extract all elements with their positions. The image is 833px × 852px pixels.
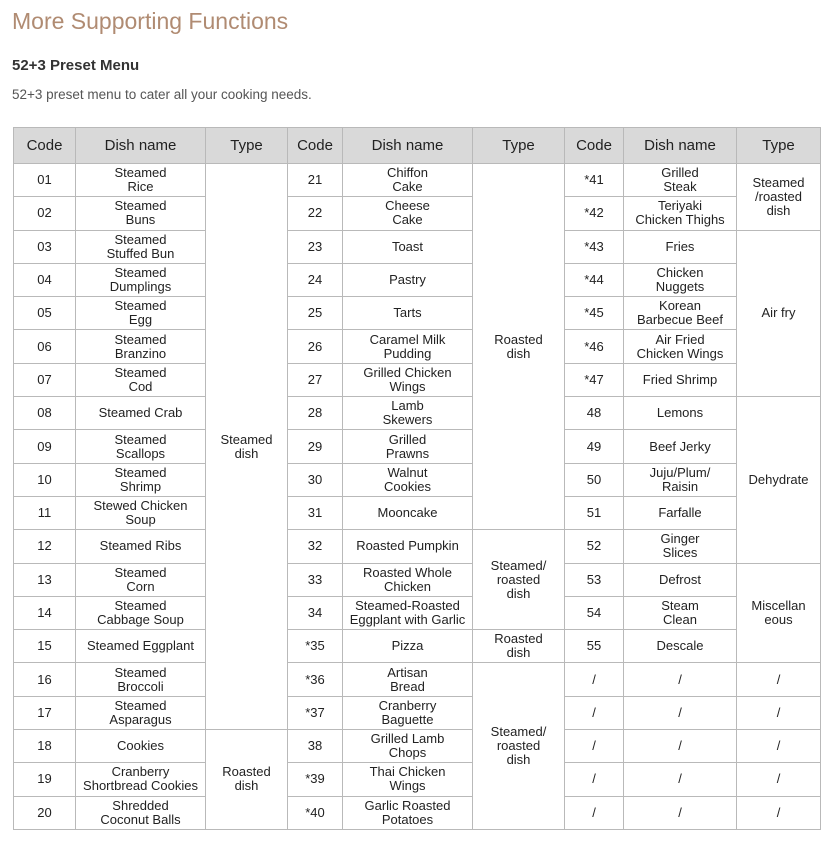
table-row <box>14 730 821 763</box>
cell-text-line: Chicken <box>656 265 704 281</box>
cell-text-line: Cheese <box>385 198 430 214</box>
cell-text-line: Juju/Plum/ <box>649 464 711 480</box>
cell-text-line: Lemons <box>656 405 704 421</box>
type-cell <box>473 530 565 630</box>
code-cell: 33 <box>288 563 343 596</box>
cell-text-line: / <box>678 738 682 754</box>
page-title: More Supporting Functions <box>12 8 289 34</box>
table-row <box>14 230 821 263</box>
cell-text-line: Air fry <box>761 305 796 321</box>
dish-name-cell <box>76 496 206 529</box>
cell-text-line: / <box>678 671 682 687</box>
cell-text-line: Fried Shrimp <box>642 371 718 387</box>
dish-name-cell <box>624 730 737 763</box>
cell-text-line: Steamed <box>114 231 167 247</box>
dish-name-cell <box>76 230 206 263</box>
cell-text-line: Cookies <box>117 738 164 754</box>
cell-text-line: Shortbread Cookies <box>83 778 198 794</box>
dish-name-cell <box>624 363 737 396</box>
cell-text-line: Stewed Chicken <box>93 498 188 514</box>
cell-text-line: Buns <box>125 212 156 228</box>
code-cell: 34 <box>288 596 343 629</box>
cell-text-line: Wings <box>389 378 426 394</box>
table-row <box>14 496 821 529</box>
cell-text-line: Rice <box>127 179 154 195</box>
dish-name-cell <box>76 630 206 663</box>
section-subtitle: 52+3 Preset Menu <box>12 57 140 74</box>
dish-name-cell <box>343 297 473 330</box>
cell-text-line: Steamed <box>114 598 167 613</box>
column-header: Type <box>473 128 565 164</box>
dish-name-cell <box>624 563 737 596</box>
cell-text-line: Steamed Ribs <box>99 538 182 554</box>
cell-text-line: Grilled Lamb <box>370 731 445 747</box>
cell-text-line: / <box>776 804 781 820</box>
column-header: Dish name <box>76 128 206 164</box>
cell-text-line: Branzino <box>114 345 167 361</box>
cell-text-line: Steamed <box>114 364 167 380</box>
table-row <box>14 530 821 563</box>
column-header: Code <box>14 128 76 164</box>
cell-text-line: dish <box>234 445 259 461</box>
type-cell <box>737 663 821 696</box>
table-row <box>14 330 821 363</box>
cell-text-line: dish <box>506 752 531 768</box>
cell-text-line: Eggplant with Garlic <box>349 612 466 627</box>
code-cell: 17 <box>14 696 76 729</box>
cell-text-line: Steamed <box>752 174 805 190</box>
code-cell: 51 <box>565 496 624 529</box>
code-cell: *44 <box>565 263 624 296</box>
type-cell <box>737 563 821 663</box>
cell-text-line: / <box>678 804 682 820</box>
code-cell: 06 <box>14 330 76 363</box>
cell-text-line: Nuggets <box>655 279 705 295</box>
cell-text-line: dish <box>506 585 531 601</box>
table-row <box>14 563 821 596</box>
cell-text-line: Thai Chicken <box>369 764 446 780</box>
cell-text-line: / <box>776 738 781 754</box>
cell-text-line: Steamed/ <box>490 724 547 740</box>
code-cell: 54 <box>565 596 624 629</box>
cell-text-line: / <box>776 771 781 787</box>
cell-text-line: Steamed <box>114 165 167 181</box>
cell-text-line: /roasted <box>755 188 802 204</box>
dish-name-cell <box>624 297 737 330</box>
code-cell: / <box>565 763 624 796</box>
cell-text-line: Shrimp <box>119 478 162 494</box>
code-cell: *36 <box>288 663 343 696</box>
code-cell: 29 <box>288 430 343 463</box>
cell-text-line: Slices <box>662 545 698 561</box>
dish-name-cell <box>624 630 737 663</box>
dish-name-cell <box>343 763 473 796</box>
code-cell: / <box>565 730 624 763</box>
code-cell: *41 <box>565 164 624 197</box>
cell-text-line: Cranberry <box>111 764 170 780</box>
cell-text-line: Chicken Wings <box>636 345 724 361</box>
code-cell: 25 <box>288 297 343 330</box>
cell-text-line: Roasted <box>222 764 271 780</box>
type-cell <box>737 763 821 796</box>
cell-text-line: dish <box>506 645 531 661</box>
cell-text-line: dish <box>766 202 791 218</box>
cell-text-line: Raisin <box>661 478 699 494</box>
cell-text-line: Potatoes <box>381 811 434 827</box>
cell-text-line: Stuffed Bun <box>106 245 175 261</box>
dish-name-cell <box>76 463 206 496</box>
dish-name-cell <box>624 397 737 430</box>
code-cell: 13 <box>14 563 76 596</box>
dish-name-cell <box>76 796 206 829</box>
cell-text-line: Steamed Eggplant <box>87 638 194 654</box>
cell-text-line: Chicken <box>384 578 431 594</box>
table-row <box>14 363 821 396</box>
cell-text-line: Steamed <box>114 331 167 347</box>
cell-text-line: Prawns <box>385 445 430 461</box>
type-cell <box>737 230 821 396</box>
dish-name-cell <box>343 397 473 430</box>
code-cell: *39 <box>288 763 343 796</box>
code-cell: 04 <box>14 263 76 296</box>
table-row <box>14 763 821 796</box>
dish-name-cell <box>76 363 206 396</box>
code-cell: *35 <box>288 630 343 663</box>
cell-text-line: Chiffon <box>387 165 428 181</box>
code-cell: *37 <box>288 696 343 729</box>
dish-name-cell <box>624 430 737 463</box>
table-row <box>14 463 821 496</box>
table-row <box>14 297 821 330</box>
cell-text-line: Steamed Crab <box>98 405 183 421</box>
dish-name-cell <box>76 297 206 330</box>
code-cell: / <box>565 796 624 829</box>
cell-text-line: Dehydrate <box>748 471 809 487</box>
code-cell: *46 <box>565 330 624 363</box>
cell-text-line: Steamed <box>114 431 167 447</box>
cell-text-line: Baguette <box>381 711 434 727</box>
table-row <box>14 630 821 663</box>
code-cell: 03 <box>14 230 76 263</box>
type-cell <box>473 164 565 530</box>
section-description: 52+3 preset menu to cater all your cooking needs. <box>12 87 312 102</box>
dish-name-cell <box>343 563 473 596</box>
dish-name-cell <box>624 330 737 363</box>
code-cell: *43 <box>565 230 624 263</box>
column-header: Dish name <box>624 128 737 164</box>
cell-text-line: Asparagus <box>109 711 172 727</box>
cell-text-line: / <box>678 704 682 720</box>
code-cell: 32 <box>288 530 343 563</box>
cell-text-line: dish <box>506 345 531 361</box>
cell-text-line: Steak <box>663 179 697 195</box>
table-row <box>14 397 821 430</box>
cell-text-line: roasted <box>496 738 541 754</box>
dish-name-cell <box>624 197 737 230</box>
cell-text-line: Pudding <box>383 345 432 361</box>
cell-text-line: Steamed <box>114 564 167 580</box>
type-cell <box>473 663 565 829</box>
cell-text-line: Scallops <box>115 445 166 461</box>
cell-text-line: / <box>776 704 781 720</box>
code-cell: *47 <box>565 363 624 396</box>
cell-text-line: / <box>678 771 682 787</box>
type-cell <box>737 696 821 729</box>
cell-text-line: Cranberry <box>378 697 437 713</box>
dish-name-cell <box>343 164 473 197</box>
dish-name-cell <box>343 596 473 629</box>
cell-text-line: Steamed <box>114 198 167 214</box>
code-cell: 30 <box>288 463 343 496</box>
dish-name-cell <box>624 596 737 629</box>
cell-text-line: Shredded <box>112 797 169 813</box>
dish-name-cell <box>624 496 737 529</box>
cell-text-line: Grilled Chicken <box>363 364 452 380</box>
code-cell: *40 <box>288 796 343 829</box>
dish-name-cell <box>343 696 473 729</box>
cell-text-line: Steamed <box>114 697 167 713</box>
code-cell: 27 <box>288 363 343 396</box>
cell-text-line: Coconut Balls <box>100 811 181 827</box>
table-body <box>14 164 821 830</box>
dish-name-cell <box>624 796 737 829</box>
code-cell: 52 <box>565 530 624 563</box>
cell-text-line: Farfalle <box>658 505 702 521</box>
type-cell <box>206 164 288 730</box>
dish-name-cell <box>624 663 737 696</box>
cell-text-line: Lamb <box>391 398 424 414</box>
dish-name-cell <box>76 430 206 463</box>
cell-text-line: Grilled <box>388 431 427 447</box>
cell-text-line: / <box>776 671 781 687</box>
code-cell: 11 <box>14 496 76 529</box>
dish-name-cell <box>343 496 473 529</box>
dish-name-cell <box>343 630 473 663</box>
cell-text-line: Ginger <box>660 531 700 547</box>
cell-text-line: Wings <box>389 778 426 794</box>
code-cell: 07 <box>14 363 76 396</box>
code-cell: 19 <box>14 763 76 796</box>
cell-text-line: Grilled <box>661 165 699 181</box>
cell-text-line: Dumplings <box>109 279 172 295</box>
code-cell: 16 <box>14 663 76 696</box>
code-cell: 20 <box>14 796 76 829</box>
dish-name-cell <box>343 230 473 263</box>
cell-text-line: Air Fried <box>655 331 705 347</box>
dish-name-cell <box>76 263 206 296</box>
code-cell: 21 <box>288 164 343 197</box>
dish-name-cell <box>76 530 206 563</box>
cell-text-line: Miscellan <box>751 598 806 613</box>
cell-text-line: Corn <box>126 578 155 594</box>
preset-menu-table <box>13 127 821 830</box>
dish-name-cell <box>624 263 737 296</box>
code-cell: 26 <box>288 330 343 363</box>
column-header: Type <box>206 128 288 164</box>
code-cell: 14 <box>14 596 76 629</box>
table-row <box>14 796 821 829</box>
dish-name-cell <box>76 563 206 596</box>
dish-name-cell <box>624 763 737 796</box>
cell-text-line: Roasted <box>494 631 543 647</box>
cell-text-line: Artisan <box>387 664 428 680</box>
cell-text-line: Descale <box>656 638 704 654</box>
dish-name-cell <box>624 230 737 263</box>
cell-text-line: Pizza <box>391 638 424 654</box>
cell-text-line: Steamed/ <box>490 557 547 573</box>
cell-text-line: Cabbage Soup <box>97 612 184 627</box>
cell-text-line: Steamed-Roasted <box>355 598 460 613</box>
code-cell: 08 <box>14 397 76 430</box>
dish-name-cell <box>76 197 206 230</box>
code-cell: 48 <box>565 397 624 430</box>
cell-text-line: Roasted Whole <box>363 564 452 580</box>
dish-name-cell <box>343 730 473 763</box>
cell-text-line: Roasted <box>494 331 543 347</box>
cell-text-line: Soup <box>125 512 156 528</box>
code-cell: 02 <box>14 197 76 230</box>
cell-text-line: Steamed <box>114 265 167 281</box>
code-cell: 10 <box>14 463 76 496</box>
dish-name-cell <box>624 530 737 563</box>
dish-name-cell <box>343 530 473 563</box>
code-cell: 22 <box>288 197 343 230</box>
dish-name-cell <box>76 663 206 696</box>
code-cell: 12 <box>14 530 76 563</box>
cell-text-line: roasted <box>496 571 541 587</box>
code-cell: 09 <box>14 430 76 463</box>
cell-text-line: Beef Jerky <box>649 438 711 454</box>
dish-name-cell <box>76 397 206 430</box>
cell-text-line: Chicken Thighs <box>635 212 725 228</box>
code-cell: 49 <box>565 430 624 463</box>
table-row <box>14 696 821 729</box>
cell-text-line: Bread <box>390 678 425 694</box>
cell-text-line: Walnut <box>387 464 428 480</box>
column-header: Dish name <box>343 128 473 164</box>
dish-name-cell <box>76 730 206 763</box>
dish-name-cell <box>76 164 206 197</box>
cell-text-line: Skewers <box>382 412 433 428</box>
cell-text-line: Cake <box>392 212 423 228</box>
table-row <box>14 164 821 197</box>
dish-name-cell <box>343 330 473 363</box>
dish-name-cell <box>76 596 206 629</box>
cell-text-line: Egg <box>128 312 153 328</box>
cell-text-line: Steamed <box>220 431 273 447</box>
cell-text-line: Pastry <box>389 272 426 288</box>
table-row <box>14 263 821 296</box>
column-header: Code <box>288 128 343 164</box>
type-cell <box>737 397 821 563</box>
cell-text-line: Roasted Pumpkin <box>356 538 459 554</box>
dish-name-cell <box>624 164 737 197</box>
column-header: Code <box>565 128 624 164</box>
type-cell <box>737 730 821 763</box>
code-cell: 15 <box>14 630 76 663</box>
cell-text-line: Steamed <box>114 664 167 680</box>
cell-text-line: Barbecue Beef <box>636 312 723 328</box>
cell-text-line: dish <box>234 778 259 794</box>
cell-text-line: Caramel Milk <box>369 331 446 347</box>
dish-name-cell <box>343 197 473 230</box>
code-cell: 31 <box>288 496 343 529</box>
cell-text-line: Steamed <box>114 298 167 314</box>
cell-text-line: Toast <box>391 238 424 254</box>
code-cell: 55 <box>565 630 624 663</box>
code-cell: 01 <box>14 164 76 197</box>
cell-text-line: Tarts <box>393 305 422 321</box>
cell-text-line: Teriyaki <box>657 198 703 214</box>
table-row <box>14 596 821 629</box>
code-cell: *45 <box>565 297 624 330</box>
cell-text-line: Chops <box>388 745 427 761</box>
cell-text-line: Steamed <box>114 464 167 480</box>
type-cell <box>473 630 565 663</box>
dish-name-cell <box>343 430 473 463</box>
cell-text-line: Cookies <box>384 478 431 494</box>
table-row <box>14 197 821 230</box>
dish-name-cell <box>343 263 473 296</box>
code-cell: 18 <box>14 730 76 763</box>
cell-text-line: Fries <box>665 238 695 254</box>
column-header: Type <box>737 128 821 164</box>
type-cell <box>206 730 288 830</box>
cell-text-line: Broccoli <box>117 678 164 694</box>
table-row <box>14 430 821 463</box>
dish-name-cell <box>343 663 473 696</box>
type-cell <box>737 164 821 231</box>
code-cell: / <box>565 696 624 729</box>
code-cell: / <box>565 663 624 696</box>
cell-text-line: Clean <box>663 612 697 627</box>
table-header-row <box>14 128 821 164</box>
cell-text-line: Steam <box>661 598 699 613</box>
dish-name-cell <box>343 463 473 496</box>
dish-name-cell <box>76 330 206 363</box>
dish-name-cell <box>343 796 473 829</box>
table-row <box>14 663 821 696</box>
code-cell: 23 <box>288 230 343 263</box>
code-cell: *42 <box>565 197 624 230</box>
dish-name-cell <box>76 763 206 796</box>
dish-name-cell <box>343 363 473 396</box>
cell-text-line: Cake <box>392 179 423 195</box>
cell-text-line: Defrost <box>659 571 701 587</box>
cell-text-line: eous <box>764 612 793 627</box>
cell-text-line: Korean <box>659 298 701 314</box>
code-cell: 28 <box>288 397 343 430</box>
code-cell: 50 <box>565 463 624 496</box>
dish-name-cell <box>76 696 206 729</box>
dish-name-cell <box>624 696 737 729</box>
code-cell: 38 <box>288 730 343 763</box>
cell-text-line: Mooncake <box>377 505 438 521</box>
code-cell: 05 <box>14 297 76 330</box>
code-cell: 24 <box>288 263 343 296</box>
dish-name-cell <box>624 463 737 496</box>
type-cell <box>737 796 821 829</box>
code-cell: 53 <box>565 563 624 596</box>
cell-text-line: Garlic Roasted <box>364 797 451 813</box>
cell-text-line: Cod <box>128 378 153 394</box>
